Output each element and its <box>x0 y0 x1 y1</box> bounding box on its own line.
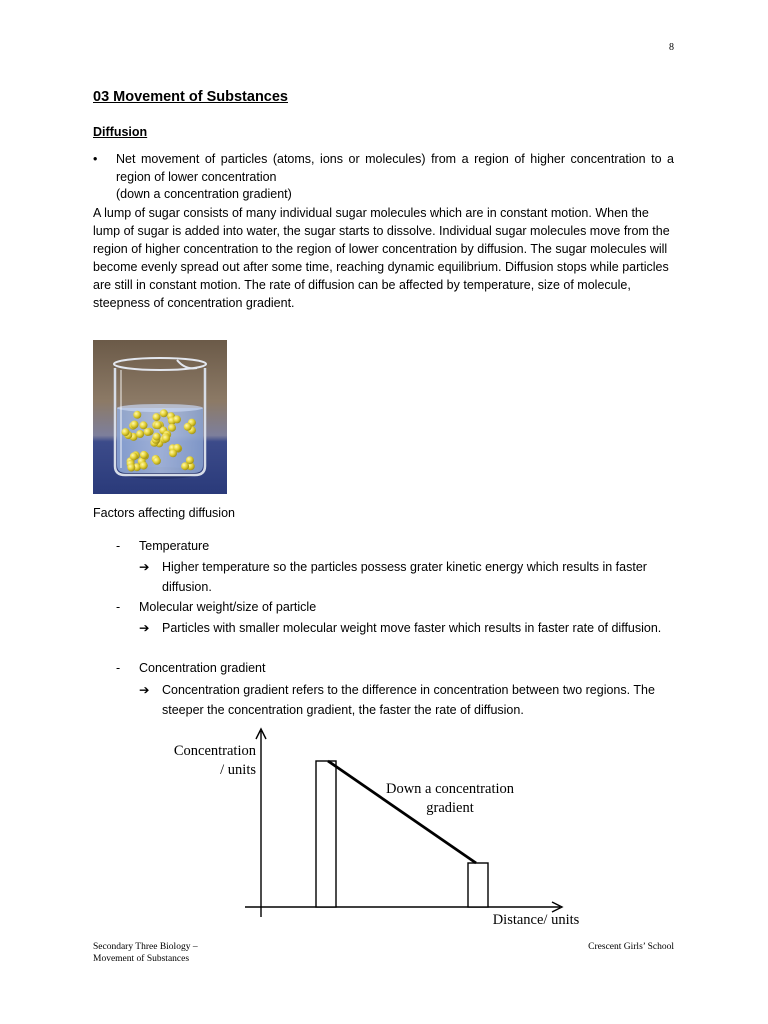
factor-label: Molecular weight/size of particle <box>139 600 317 614</box>
sugar-particle <box>133 411 141 419</box>
factor-explanation-concentration-gradient <box>139 681 679 720</box>
factor-explanation-molecular-weight <box>139 619 679 639</box>
footer-school: Crescent Girls’ School <box>588 942 674 952</box>
footer-course: Secondary Three Biology – <box>93 942 198 952</box>
gradient-annotation-line2: gradient <box>426 800 474 816</box>
dash-marker: - <box>116 600 121 614</box>
sugar-particle <box>186 456 194 464</box>
dash-marker: - <box>116 539 121 553</box>
arrow-right-icon: ➔ <box>139 621 150 635</box>
concentration-gradient-diagram <box>160 725 600 935</box>
gradient-annotation: Down a concentration <box>385 781 515 797</box>
sugar-particle <box>140 451 148 459</box>
x-axis-label: Distance/ units <box>492 912 580 928</box>
page-title: 03 Movement of Substances <box>93 89 288 105</box>
explanation-text: Higher temperature so the particles possess grater kinetic energy which results in faster diffusion. <box>162 560 647 594</box>
footer-left <box>93 941 198 965</box>
sugar-particle <box>168 424 176 432</box>
dash-marker: - <box>116 661 121 675</box>
y-axis-label: Concentration <box>173 743 256 759</box>
footer-topic: Movement of Substances <box>93 954 190 964</box>
sugar-particle <box>162 434 170 442</box>
factor-explanation-temperature <box>139 558 679 597</box>
sugar-particle <box>169 449 177 457</box>
factor-label: Temperature <box>139 539 210 553</box>
sugar-particle <box>140 421 148 429</box>
sugar-particle <box>140 462 148 470</box>
factors-heading: Factors affecting diffusion <box>93 506 235 520</box>
sugar-particle <box>131 421 139 429</box>
explanation-text: Concentration gradient refers to the difference in concentration between two regions. The steeper the concentration gradient, the faster the rate of diffusion. <box>162 683 655 717</box>
sugar-particle <box>173 415 181 423</box>
sugar-particle <box>130 452 138 460</box>
factor-label: Concentration gradient <box>139 661 266 675</box>
definition-text: Net movement of particles (atoms, ions or molecules) from a region of higher concentration to a region of lower concentration <box>116 152 674 184</box>
sugar-particle <box>153 433 161 441</box>
sugar-particle <box>153 413 161 421</box>
sugar-particle <box>154 421 162 429</box>
sugar-particle <box>144 428 152 436</box>
section-heading-diffusion: Diffusion <box>93 125 148 139</box>
definition-note: (down a concentration gradient) <box>116 187 292 202</box>
sugar-particle <box>122 428 130 436</box>
arrow-right-icon: ➔ <box>139 560 150 574</box>
bullet-dot-icon: • <box>93 152 98 166</box>
page-number: 8 <box>669 42 674 53</box>
sugar-particle <box>127 464 135 472</box>
definition-bullet <box>93 151 674 204</box>
y-axis-unit: / units <box>220 762 256 778</box>
sugar-particle <box>184 423 192 431</box>
sugar-paragraph: A lump of sugar consists of many individual sugar molecules which are in constant motion. When the lump of sugar is added into water, the sugar starts to dissolve. Individual sugar molecules move from the region of higher concentration to the region of lower concentration by diffusion. The sugar molecules will become evenly spread out after some time, reaching dynamic equilibrium. Diffusion stops while particles are still in constant motion. The rate of diffusion can be affected by temperature, size of molecule, steepness of concentration gradient. <box>93 206 670 310</box>
sugar-particle <box>136 430 144 438</box>
high-concentration-bar <box>316 761 336 907</box>
sugar-particle <box>153 457 161 465</box>
arrow-right-icon: ➔ <box>139 683 150 697</box>
sugar-particle <box>160 409 168 417</box>
low-concentration-bar <box>468 863 488 907</box>
beaker-diffusion-image <box>93 340 227 494</box>
explanation-text: Particles with smaller molecular weight move faster which results in faster rate of diffusion. <box>162 621 662 635</box>
